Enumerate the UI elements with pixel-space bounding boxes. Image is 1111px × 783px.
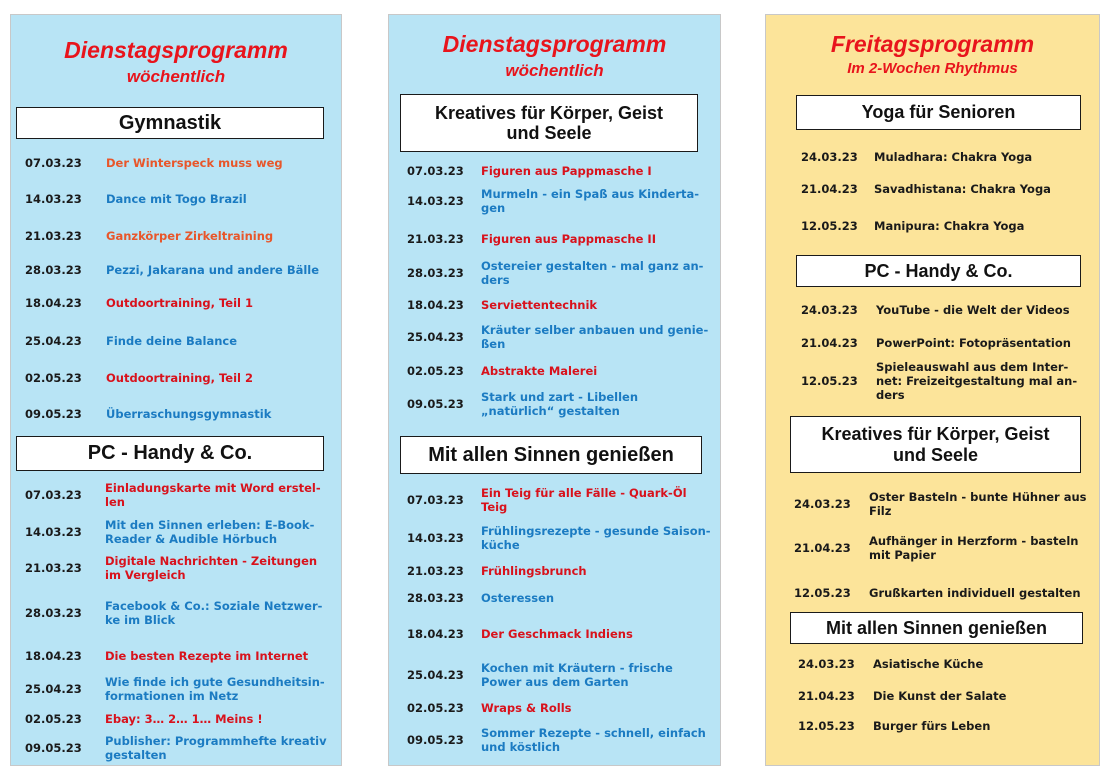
- item-title: Der Winterspeck muss weg: [106, 156, 283, 170]
- item-title: Stark und zart - Libellen „natürlich“ gestalten: [481, 390, 639, 418]
- item-title: Murmeln - ein Spaß aus Kinderta- gen: [481, 187, 700, 215]
- item-date: 02.05.23: [407, 701, 464, 715]
- item-title: PowerPoint: Fotopräsentation: [876, 336, 1071, 350]
- item-date: 21.03.23: [407, 564, 464, 578]
- list-item: [25, 711, 263, 727]
- list-item: [407, 231, 656, 247]
- list-item: [25, 598, 322, 628]
- panel-subtitle: Im 2-Wochen Rhythmus: [847, 60, 1018, 77]
- panel-tuesday-program-1: [10, 14, 342, 766]
- item-title: Dance mit Togo Brazil: [106, 192, 247, 206]
- item-date: 07.03.23: [25, 156, 82, 170]
- item-title: Ebay: 3… 2… 1… Meins !: [105, 712, 263, 726]
- item-date: 28.03.23: [25, 263, 82, 277]
- section-heading-gymnastik: Gymnastik: [16, 107, 324, 139]
- item-title: Outdoortraining, Teil 2: [106, 371, 253, 385]
- item-date: 24.03.23: [801, 303, 858, 317]
- item-date: 28.03.23: [407, 266, 464, 280]
- item-date: 09.05.23: [25, 741, 82, 755]
- list-item: [25, 370, 253, 386]
- list-item: [801, 181, 1051, 197]
- item-date: 21.04.23: [801, 182, 858, 196]
- list-item: [407, 563, 587, 579]
- item-date: 21.03.23: [25, 561, 82, 575]
- list-item: [25, 262, 319, 278]
- item-date: 14.03.23: [407, 531, 464, 545]
- item-title: Burger fürs Leben: [873, 719, 991, 733]
- item-date: 14.03.23: [25, 525, 82, 539]
- list-item: [407, 590, 554, 606]
- item-date: 02.05.23: [407, 364, 464, 378]
- list-item: [794, 533, 1078, 563]
- list-item: [794, 489, 1087, 519]
- section-heading-kreatives: Kreatives für Körper, Geist und Seele: [790, 416, 1081, 473]
- item-date: 12.05.23: [801, 374, 858, 388]
- item-date: 09.05.23: [407, 397, 464, 411]
- list-item: [407, 363, 597, 379]
- item-title: Grußkarten individuell gestalten: [869, 586, 1081, 600]
- list-item: [25, 733, 327, 763]
- list-item: [801, 302, 1070, 318]
- item-date: 09.05.23: [407, 733, 464, 747]
- item-title: Ein Teig für alle Fälle - Quark-Öl Teig: [481, 486, 687, 514]
- section-heading-sinne: Mit allen Sinnen genießen: [790, 612, 1083, 644]
- item-title: Die besten Rezepte im Internet: [105, 649, 309, 663]
- item-title: Wraps & Rolls: [481, 701, 572, 715]
- item-date: 07.03.23: [407, 493, 464, 507]
- list-item: [798, 688, 1006, 704]
- panel-title: Freitagsprogramm: [830, 31, 1035, 57]
- list-item: [407, 186, 699, 216]
- list-item: [407, 389, 638, 419]
- item-date: 14.03.23: [407, 194, 464, 208]
- list-item: [798, 718, 990, 734]
- list-item: [801, 218, 1024, 234]
- item-title: Digitale Nachrichten - Zeitungen im Vergleich: [105, 554, 318, 582]
- item-date: 12.05.23: [801, 219, 858, 233]
- item-date: 25.04.23: [25, 334, 82, 348]
- item-date: 18.04.23: [25, 649, 82, 663]
- item-title: Kräuter selber anbauen und genie- ßen: [481, 323, 709, 351]
- list-item: [407, 485, 687, 515]
- item-date: 25.04.23: [407, 668, 464, 682]
- list-item: [25, 333, 237, 349]
- item-title: Einladungskarte mit Word erstel- len: [105, 481, 321, 509]
- item-date: 12.05.23: [794, 586, 851, 600]
- panel-subtitle: wöchentlich: [505, 61, 604, 80]
- list-item: [407, 626, 633, 642]
- list-item: [794, 585, 1081, 601]
- list-item: [801, 335, 1071, 351]
- list-item: [25, 517, 314, 547]
- item-date: 18.04.23: [407, 627, 464, 641]
- section-heading-yoga: Yoga für Senioren: [796, 95, 1081, 130]
- list-item: [407, 700, 572, 716]
- item-title: Spieleauswahl aus dem Inter- net: Freizeitgestaltung mal an- ders: [876, 360, 1078, 402]
- item-title: Figuren aus Pappmasche II: [481, 232, 656, 246]
- item-title: Finde deine Balance: [106, 334, 238, 348]
- list-item: [407, 258, 703, 288]
- item-date: 21.04.23: [798, 689, 855, 703]
- item-title: YouTube - die Welt der Videos: [876, 303, 1070, 317]
- item-date: 18.04.23: [25, 296, 82, 310]
- item-date: 07.03.23: [407, 164, 464, 178]
- item-title: Frühlingsrezepte - gesunde Saison- küche: [481, 524, 711, 552]
- list-item: [25, 553, 317, 583]
- item-date: 24.03.23: [794, 497, 851, 511]
- item-date: 18.04.23: [407, 298, 464, 312]
- item-title: Ostereier gestalten - mal ganz an- ders: [481, 259, 704, 287]
- item-date: 25.04.23: [25, 682, 82, 696]
- item-title: Osteressen: [481, 591, 555, 605]
- list-item: [801, 359, 1077, 403]
- panel-friday-program: [765, 14, 1100, 766]
- item-title: Asiatische Küche: [873, 657, 984, 671]
- item-title: Manipura: Chakra Yoga: [874, 219, 1025, 233]
- item-title: Facebook & Co.: Soziale Netzwer- ke im Blick: [105, 599, 323, 627]
- list-item: [25, 155, 283, 171]
- panel-subtitle: wöchentlich: [126, 67, 226, 86]
- item-date: 21.04.23: [794, 541, 851, 555]
- item-date: 24.03.23: [801, 150, 858, 164]
- item-date: 14.03.23: [25, 192, 82, 206]
- item-title: Publisher: Programmhefte kreativ gestalten: [105, 734, 327, 762]
- panel-title: Dienstagsprogramm: [64, 37, 288, 63]
- item-date: 28.03.23: [407, 591, 464, 605]
- panel-tuesday-program-2: [388, 14, 721, 766]
- list-item: [25, 191, 247, 207]
- item-title: Pezzi, Jakarana und andere Bälle: [106, 263, 320, 277]
- item-date: 09.05.23: [25, 407, 82, 421]
- item-date: 07.03.23: [25, 488, 82, 502]
- item-title: Figuren aus Pappmasche I: [481, 164, 652, 178]
- item-title: Savadhistana: Chakra Yoga: [874, 182, 1051, 196]
- list-item: [25, 228, 273, 244]
- item-title: Sommer Rezepte - schnell, einfach und köstlich: [481, 726, 706, 754]
- item-title: Outdoortraining, Teil 1: [106, 296, 253, 310]
- item-title: Wie finde ich gute Gesundheitsin- formationen im Netz: [105, 675, 325, 703]
- list-item: [407, 725, 706, 755]
- item-date: 25.04.23: [407, 330, 464, 344]
- list-item: [407, 322, 708, 352]
- item-title: Überraschungsgymnastik: [106, 407, 272, 421]
- item-title: Mit den Sinnen erleben: E-Book- Reader & Audible Hörbuch: [105, 518, 315, 546]
- item-title: Der Geschmack Indiens: [481, 627, 633, 641]
- item-date: 21.03.23: [25, 229, 82, 243]
- item-title: Aufhänger in Herzform - basteln mit Papier: [869, 534, 1079, 562]
- list-item: [25, 406, 271, 422]
- list-item: [407, 297, 597, 313]
- list-item: [407, 163, 652, 179]
- item-title: Oster Basteln - bunte Hühner aus Filz: [869, 490, 1087, 518]
- item-title: Muladhara: Chakra Yoga: [874, 150, 1033, 164]
- item-date: 02.05.23: [25, 371, 82, 385]
- item-title: Ganzkörper Zirkeltraining: [106, 229, 274, 243]
- item-title: Die Kunst der Salate: [873, 689, 1007, 703]
- item-title: Abstrakte Malerei: [481, 364, 598, 378]
- section-heading-sinne: Mit allen Sinnen genießen: [400, 436, 702, 474]
- list-item: [25, 648, 308, 664]
- panel-title: Dienstagsprogramm: [442, 31, 667, 57]
- item-title: Serviettentechnik: [481, 298, 598, 312]
- list-item: [407, 660, 673, 690]
- section-heading-pc-handy: PC - Handy & Co.: [16, 436, 324, 471]
- item-date: 24.03.23: [798, 657, 855, 671]
- section-heading-kreatives: Kreatives für Körper, Geist und Seele: [400, 94, 698, 152]
- item-date: 28.03.23: [25, 606, 82, 620]
- list-item: [407, 523, 711, 553]
- list-item: [25, 295, 253, 311]
- item-title: Kochen mit Kräutern - frische Power aus dem Garten: [481, 661, 673, 689]
- list-item: [801, 149, 1032, 165]
- item-date: 12.05.23: [798, 719, 855, 733]
- item-title: Frühlingsbrunch: [481, 564, 587, 578]
- item-date: 21.04.23: [801, 336, 858, 350]
- item-date: 21.03.23: [407, 232, 464, 246]
- section-heading-pc-handy: PC - Handy & Co.: [796, 255, 1081, 287]
- list-item: [25, 674, 325, 704]
- list-item: [25, 480, 321, 510]
- list-item: [798, 656, 983, 672]
- item-date: 02.05.23: [25, 712, 82, 726]
